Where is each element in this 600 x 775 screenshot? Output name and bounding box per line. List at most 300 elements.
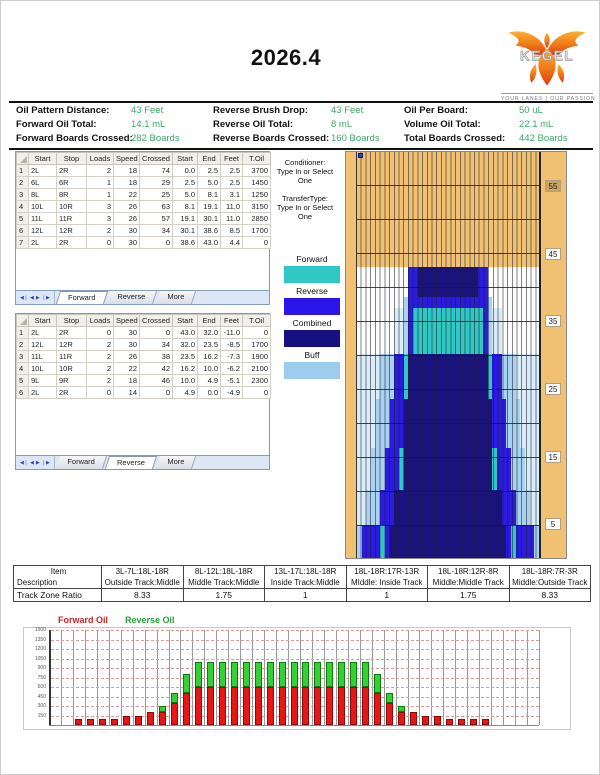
bar-reverse-oil bbox=[243, 662, 250, 687]
cell[interactable]: 34 bbox=[140, 225, 173, 237]
tab-nav-buttons bbox=[16, 291, 55, 304]
row-number: 5 bbox=[17, 213, 29, 225]
bar-reverse-oil bbox=[279, 662, 286, 687]
table-row[interactable] bbox=[17, 165, 271, 177]
bar-forward-oil bbox=[338, 687, 345, 725]
cell[interactable]: 1900 bbox=[243, 351, 271, 363]
bar-forward-oil bbox=[314, 687, 321, 725]
column-header: Crossed bbox=[140, 153, 173, 165]
bar-forward-oil bbox=[75, 719, 82, 725]
cell[interactable]: 12R bbox=[57, 339, 87, 351]
cell[interactable]: 11.0 bbox=[221, 201, 243, 213]
cell[interactable]: 10.0 bbox=[198, 363, 221, 375]
summary-value: 43 Feet bbox=[131, 105, 164, 116]
cell[interactable]: -4.9 bbox=[221, 387, 243, 399]
note-line: One bbox=[297, 212, 313, 221]
cell[interactable]: 1 bbox=[87, 189, 114, 201]
cell[interactable]: 2R bbox=[57, 165, 87, 177]
ratio-cell: 8L-12L:18L-18R bbox=[183, 566, 265, 578]
bar-forward-oil bbox=[87, 719, 94, 725]
ratio-cell: 18L-18R:17R-13R bbox=[346, 566, 428, 578]
ratio-cell: 13L-17L:18L-18R bbox=[265, 566, 347, 578]
bar-forward-oil bbox=[111, 719, 118, 725]
row-number: 6 bbox=[17, 387, 29, 399]
cell[interactable]: 1250 bbox=[243, 189, 271, 201]
ratio-cell: Description bbox=[14, 577, 102, 589]
y-axis-tick-label: 600 bbox=[37, 684, 46, 690]
header-row bbox=[17, 315, 271, 327]
first-record-icon[interactable]: ◀❘ bbox=[20, 459, 29, 466]
cell[interactable]: 30 bbox=[114, 339, 140, 351]
chart-gridline-h bbox=[51, 630, 539, 631]
cell[interactable]: 2L bbox=[29, 387, 57, 399]
cell[interactable]: 8L bbox=[29, 189, 57, 201]
bar-forward-oil bbox=[374, 693, 381, 725]
summary-value: 22.1 mL bbox=[519, 119, 554, 130]
cell[interactable]: 2L bbox=[29, 327, 57, 339]
last-record-icon[interactable]: ❘▶ bbox=[41, 459, 50, 466]
cell[interactable]: 30 bbox=[114, 327, 140, 339]
forward-load-grid[interactable] bbox=[15, 151, 270, 291]
tab-nav-buttons bbox=[16, 456, 55, 469]
cell[interactable]: 0 bbox=[140, 237, 173, 249]
cell[interactable]: 57 bbox=[140, 213, 173, 225]
reverse-load-grid[interactable] bbox=[15, 313, 270, 456]
cell[interactable]: 2.5 bbox=[173, 177, 198, 189]
ratio-cell: 18L-18R:12R-8R bbox=[428, 566, 510, 578]
chart-gridline-h bbox=[51, 659, 539, 660]
bar-reverse-oil bbox=[291, 662, 298, 687]
cell[interactable]: 22 bbox=[114, 363, 140, 375]
bar-reverse-oil bbox=[362, 662, 369, 687]
ratio-cell: 1 bbox=[346, 589, 428, 602]
first-record-icon[interactable]: ◀❘ bbox=[20, 294, 29, 301]
bar-forward-oil bbox=[410, 712, 417, 725]
prev-record-icon[interactable]: ◀ bbox=[30, 459, 34, 466]
cell[interactable]: 38.6 bbox=[198, 225, 221, 237]
cell[interactable]: -5.1 bbox=[221, 375, 243, 387]
next-record-icon[interactable]: ▶ bbox=[35, 294, 40, 301]
cell[interactable]: 38 bbox=[140, 351, 173, 363]
legend-label: Reverse bbox=[296, 286, 328, 296]
cell[interactable]: 12L bbox=[29, 225, 57, 237]
cell[interactable]: 2.5 bbox=[198, 165, 221, 177]
bar-reverse-oil bbox=[398, 706, 405, 712]
cell[interactable]: 3.1 bbox=[221, 189, 243, 201]
ratio-item-row bbox=[14, 566, 591, 578]
table-row[interactable] bbox=[17, 351, 271, 363]
legend-item-forward bbox=[279, 254, 345, 283]
cell[interactable]: 46 bbox=[140, 375, 173, 387]
cell[interactable]: 2 bbox=[87, 339, 114, 351]
table-row[interactable] bbox=[17, 387, 271, 399]
table-row[interactable] bbox=[17, 339, 271, 351]
note-line: TransferType: bbox=[282, 194, 328, 203]
cell[interactable]: 5.0 bbox=[173, 189, 198, 201]
bar-forward-oil bbox=[398, 712, 405, 725]
legend-item-combined bbox=[279, 318, 345, 347]
column-header: Speed bbox=[114, 315, 140, 327]
cell[interactable]: 16.2 bbox=[198, 351, 221, 363]
cell[interactable]: 10.0 bbox=[173, 375, 198, 387]
column-header: Loads bbox=[87, 153, 114, 165]
bar-forward-oil bbox=[231, 687, 238, 725]
cell[interactable]: 11R bbox=[57, 351, 87, 363]
summary-label: Forward Boards Crossed: bbox=[16, 133, 133, 144]
lane-cursor-marker bbox=[358, 153, 363, 158]
cell[interactable]: 63 bbox=[140, 201, 173, 213]
cell[interactable]: 1 bbox=[87, 177, 114, 189]
summary-value: 43 Feet bbox=[331, 105, 364, 116]
summary-value: 282 Boards bbox=[131, 133, 180, 144]
ratio-cell: Inside Track:Middle bbox=[265, 577, 347, 589]
row-number: 2 bbox=[17, 339, 29, 351]
cell[interactable]: 2100 bbox=[243, 363, 271, 375]
table-row[interactable] bbox=[17, 225, 271, 237]
column-header: Loads bbox=[87, 315, 114, 327]
cell[interactable]: 2R bbox=[57, 327, 87, 339]
distance-label-55: 55 bbox=[545, 180, 561, 192]
cell[interactable]: 6R bbox=[57, 177, 87, 189]
cell[interactable]: 4.9 bbox=[173, 387, 198, 399]
ratio-cell: 3L-7L:18L-18R bbox=[102, 566, 184, 578]
ratio-cell: Middle Track:Middle bbox=[183, 577, 265, 589]
summary-label: Oil Per Board: bbox=[404, 105, 468, 116]
cell[interactable]: 11L bbox=[29, 213, 57, 225]
bar-forward-oil bbox=[207, 687, 214, 725]
cell[interactable]: 1450 bbox=[243, 177, 271, 189]
ratio-cell: Track Zone Ratio bbox=[14, 589, 102, 602]
note-line: Type In or Select bbox=[276, 167, 334, 176]
column-header: Stop bbox=[57, 153, 87, 165]
phoenix-eagle-icon bbox=[504, 27, 590, 87]
cell[interactable]: 26 bbox=[114, 351, 140, 363]
cell[interactable]: -6.2 bbox=[221, 363, 243, 375]
lane-boards-heatmap bbox=[357, 152, 541, 558]
ratio-cell: 18L-18R:7R-3R bbox=[509, 566, 591, 578]
cell[interactable]: 11L bbox=[29, 351, 57, 363]
bar-reverse-oil bbox=[314, 662, 321, 687]
ratio-cell: 8.33 bbox=[102, 589, 184, 602]
page-title: 2026.4 bbox=[250, 45, 322, 70]
bar-forward-oil bbox=[326, 687, 333, 725]
cell[interactable]: 43.0 bbox=[198, 237, 221, 249]
cell[interactable]: 1700 bbox=[243, 225, 271, 237]
tab-reverse[interactable]: Reverse bbox=[106, 291, 157, 304]
cell[interactable]: 30 bbox=[114, 225, 140, 237]
distance-label-5: 5 bbox=[545, 518, 561, 530]
cell[interactable]: 30.1 bbox=[173, 225, 198, 237]
column-header: Start bbox=[29, 315, 57, 327]
tab-reverse[interactable]: Reverse bbox=[105, 456, 157, 469]
ratio-cell: Middle:Middle Track bbox=[428, 577, 510, 589]
bar-forward-oil bbox=[470, 719, 477, 725]
table-row[interactable] bbox=[17, 237, 271, 249]
ratio-cell: Outside Track:Middle bbox=[102, 577, 184, 589]
tabbar-filler bbox=[194, 291, 269, 304]
bar-reverse-oil bbox=[267, 662, 274, 687]
table-row[interactable] bbox=[17, 363, 271, 375]
table-row[interactable] bbox=[17, 327, 271, 339]
cell[interactable]: 8.5 bbox=[221, 225, 243, 237]
cell[interactable]: 43.0 bbox=[173, 327, 198, 339]
bar-reverse-oil bbox=[171, 693, 178, 703]
cell[interactable]: 22 bbox=[114, 189, 140, 201]
summary-value: 160 Boards bbox=[331, 133, 380, 144]
column-header: Start bbox=[173, 153, 198, 165]
bar-reverse-oil bbox=[183, 674, 190, 693]
cell[interactable]: 2R bbox=[57, 387, 87, 399]
cell[interactable]: 0 bbox=[87, 327, 114, 339]
prev-record-icon[interactable]: ◀ bbox=[30, 294, 34, 301]
bar-reverse-oil bbox=[255, 662, 262, 687]
cell[interactable]: 18 bbox=[114, 177, 140, 189]
y-axis-tick-label: 1050 bbox=[34, 655, 46, 662]
chart-plot-area bbox=[34, 627, 539, 725]
cell[interactable]: 2.5 bbox=[221, 177, 243, 189]
row-number: 2 bbox=[17, 177, 29, 189]
bar-reverse-oil bbox=[302, 662, 309, 687]
cell[interactable]: 32.0 bbox=[198, 327, 221, 339]
bar-reverse-oil bbox=[219, 662, 226, 687]
bar-forward-oil bbox=[362, 687, 369, 725]
bar-forward-oil bbox=[302, 687, 309, 725]
table-row[interactable] bbox=[17, 201, 271, 213]
cell[interactable]: 26 bbox=[114, 201, 140, 213]
summary-value: 8 mL bbox=[331, 119, 353, 130]
legend-swatch-buff bbox=[284, 362, 340, 379]
cell[interactable]: 23.5 bbox=[198, 339, 221, 351]
cell[interactable]: 0 bbox=[243, 387, 271, 399]
ratio-cell: Item bbox=[14, 566, 102, 578]
legend-label: Forward bbox=[296, 254, 328, 264]
bar-forward-oil bbox=[219, 687, 226, 725]
column-header: End bbox=[198, 315, 221, 327]
ratio-cell: 1 bbox=[265, 589, 347, 602]
bar-forward-oil bbox=[482, 719, 489, 725]
chart-gridline-h bbox=[51, 649, 539, 650]
cell[interactable]: 0.0 bbox=[198, 387, 221, 399]
summary-label: Reverse Brush Drop: bbox=[213, 105, 309, 116]
table-row[interactable] bbox=[17, 189, 271, 201]
cell[interactable]: 3700 bbox=[243, 165, 271, 177]
legend-swatch-reverse bbox=[284, 298, 340, 315]
tabbar-filler bbox=[194, 456, 269, 469]
bar-forward-oil bbox=[279, 687, 286, 725]
cell[interactable]: 74 bbox=[140, 165, 173, 177]
cell[interactable]: 2 bbox=[87, 363, 114, 375]
cell[interactable]: 2300 bbox=[243, 375, 271, 387]
cell[interactable]: 8.1 bbox=[173, 201, 198, 213]
cell[interactable]: 0 bbox=[87, 237, 114, 249]
cell[interactable]: 23.5 bbox=[173, 351, 198, 363]
y-axis-tick-label: 750 bbox=[37, 674, 46, 681]
bar-reverse-oil bbox=[231, 662, 238, 687]
bar-forward-oil bbox=[350, 687, 357, 725]
cell[interactable]: 14 bbox=[114, 387, 140, 399]
cell[interactable]: 10L bbox=[29, 201, 57, 213]
divider-top bbox=[9, 101, 593, 103]
column-header: Start bbox=[173, 315, 198, 327]
cell[interactable]: 2.5 bbox=[221, 165, 243, 177]
legend-item-reverse bbox=[279, 286, 345, 315]
lane-oil-map bbox=[345, 151, 567, 559]
cell[interactable]: 2L bbox=[29, 165, 57, 177]
cell[interactable]: 30.1 bbox=[198, 213, 221, 225]
cell[interactable]: 0 bbox=[87, 387, 114, 399]
cell[interactable]: 3 bbox=[87, 213, 114, 225]
column-header: Speed bbox=[114, 153, 140, 165]
legend-label: Combined bbox=[292, 318, 332, 328]
tab-forward[interactable]: Forward bbox=[56, 456, 107, 469]
bar-forward-oil bbox=[255, 687, 262, 725]
bar-reverse-oil bbox=[326, 662, 333, 687]
cell[interactable]: 0 bbox=[140, 387, 173, 399]
row-number: 1 bbox=[17, 327, 29, 339]
cell[interactable]: 3 bbox=[87, 201, 114, 213]
summary-value: 442 Boards bbox=[519, 133, 568, 144]
summary-label: Forward Oil Total: bbox=[16, 119, 97, 130]
cell[interactable]: -11.0 bbox=[221, 327, 243, 339]
tab-more[interactable]: More bbox=[156, 456, 196, 469]
cell[interactable]: 2 bbox=[87, 375, 114, 387]
cell[interactable]: 25 bbox=[140, 189, 173, 201]
cell[interactable]: 18 bbox=[114, 375, 140, 387]
cell[interactable]: 3150 bbox=[243, 201, 271, 213]
cell[interactable]: 19.1 bbox=[198, 201, 221, 213]
grid-corner-icon[interactable] bbox=[17, 153, 29, 165]
bar-reverse-oil bbox=[159, 706, 166, 712]
y-axis-tick-label: 450 bbox=[37, 693, 46, 700]
cell[interactable]: 6L bbox=[29, 177, 57, 189]
note-line: One bbox=[297, 176, 313, 185]
cell[interactable]: 12R bbox=[57, 225, 87, 237]
legend-swatch-combined bbox=[284, 330, 340, 347]
cell[interactable]: 5.0 bbox=[198, 177, 221, 189]
cell[interactable]: 0.0 bbox=[173, 165, 198, 177]
table-row[interactable] bbox=[17, 177, 271, 189]
cell[interactable]: 10R bbox=[57, 363, 87, 375]
cell[interactable]: 2 bbox=[87, 351, 114, 363]
distance-label-25: 25 bbox=[545, 383, 561, 395]
cell[interactable]: 30 bbox=[114, 237, 140, 249]
cell[interactable]: 9L bbox=[29, 375, 57, 387]
bar-forward-oil bbox=[147, 712, 154, 725]
cell[interactable]: 9R bbox=[57, 375, 87, 387]
ratio-cell: 1.75 bbox=[428, 589, 510, 602]
cell[interactable]: 11.0 bbox=[221, 213, 243, 225]
forward-grid-tabbar bbox=[15, 291, 270, 305]
tab-forward[interactable]: Forward bbox=[56, 291, 108, 304]
grid-corner-icon[interactable] bbox=[17, 315, 29, 327]
cell[interactable]: 10L bbox=[29, 363, 57, 375]
cell[interactable]: 4.9 bbox=[198, 375, 221, 387]
cell[interactable]: 12L bbox=[29, 339, 57, 351]
bar-forward-oil bbox=[434, 716, 441, 726]
bar-forward-oil bbox=[291, 687, 298, 725]
column-header: Start bbox=[29, 153, 57, 165]
table-row[interactable] bbox=[17, 213, 271, 225]
chart-gridline-h bbox=[51, 640, 539, 641]
ratio-cell: Middle:Outside Track bbox=[509, 577, 591, 589]
cell[interactable]: 2850 bbox=[243, 213, 271, 225]
ratio-cell: 8.33 bbox=[509, 589, 591, 602]
bar-forward-oil bbox=[243, 687, 250, 725]
conditioner-selector[interactable] bbox=[257, 158, 353, 185]
cell[interactable]: 10R bbox=[57, 201, 87, 213]
cell[interactable]: -8.5 bbox=[221, 339, 243, 351]
bar-forward-oil bbox=[123, 716, 130, 726]
legend-reverse-oil: Reverse Oil bbox=[125, 615, 175, 625]
summary-value: 14.1 mL bbox=[131, 119, 166, 130]
summary-value: 50 uL bbox=[519, 105, 543, 116]
cell[interactable]: 2 bbox=[87, 165, 114, 177]
cell[interactable]: 42 bbox=[140, 363, 173, 375]
cell[interactable]: 29 bbox=[140, 177, 173, 189]
cell[interactable]: 8R bbox=[57, 189, 87, 201]
row-number: 4 bbox=[17, 201, 29, 213]
summary-label: Volume Oil Total: bbox=[404, 119, 481, 130]
cell[interactable]: 2L bbox=[29, 237, 57, 249]
table-row[interactable] bbox=[17, 375, 271, 387]
legend-label: Buff bbox=[304, 350, 320, 360]
lane-left-cap bbox=[346, 152, 357, 558]
y-axis-tick-label: 1500 bbox=[34, 627, 46, 633]
bar-forward-oil bbox=[183, 693, 190, 725]
y-axis-tick-label: 1350 bbox=[34, 636, 46, 643]
cell[interactable]: 32.0 bbox=[173, 339, 198, 351]
summary-label: Reverse Oil Total: bbox=[213, 119, 294, 130]
cell[interactable]: 4.4 bbox=[221, 237, 243, 249]
distance-label-15: 15 bbox=[545, 451, 561, 463]
column-header: T.Oil bbox=[243, 315, 271, 327]
last-record-icon[interactable]: ❘▶ bbox=[41, 294, 50, 301]
cell[interactable]: 2R bbox=[57, 237, 87, 249]
bar-reverse-oil bbox=[195, 662, 202, 687]
cell[interactable]: -7.3 bbox=[221, 351, 243, 363]
track-zone-ratio-table bbox=[13, 565, 591, 602]
kegel-tagline: YOUR LANES | OUR PASSION bbox=[501, 93, 593, 102]
load-table bbox=[16, 314, 271, 399]
column-header: Stop bbox=[57, 315, 87, 327]
next-record-icon[interactable]: ▶ bbox=[35, 459, 40, 466]
y-axis-tick-label: 300 bbox=[37, 703, 46, 709]
cell[interactable]: 19.1 bbox=[173, 213, 198, 225]
reverse-grid-tabbar bbox=[15, 456, 270, 470]
cell[interactable]: 0 bbox=[243, 237, 271, 249]
cell[interactable]: 0 bbox=[140, 327, 173, 339]
bar-forward-oil bbox=[386, 703, 393, 725]
ratio-cell: 1.75 bbox=[183, 589, 265, 602]
cell[interactable]: 18 bbox=[114, 165, 140, 177]
divider-bottom bbox=[9, 148, 593, 150]
cell[interactable]: 38.6 bbox=[173, 237, 198, 249]
cell[interactable]: 8.1 bbox=[198, 189, 221, 201]
cell[interactable]: 26 bbox=[114, 213, 140, 225]
cell[interactable]: 0 bbox=[243, 327, 271, 339]
cell[interactable]: 16.2 bbox=[173, 363, 198, 375]
cell[interactable]: 11R bbox=[57, 213, 87, 225]
cell[interactable]: 2 bbox=[87, 225, 114, 237]
bar-reverse-oil bbox=[374, 674, 381, 693]
cell[interactable]: 34 bbox=[140, 339, 173, 351]
ratio-cell: MIddle: Inside Track bbox=[346, 577, 428, 589]
cell[interactable]: 1700 bbox=[243, 339, 271, 351]
load-table bbox=[16, 152, 271, 249]
tab-more[interactable]: More bbox=[156, 291, 196, 304]
transfer-type-selector[interactable] bbox=[257, 194, 353, 221]
kegel-wordmark: KEGEL bbox=[520, 48, 574, 64]
